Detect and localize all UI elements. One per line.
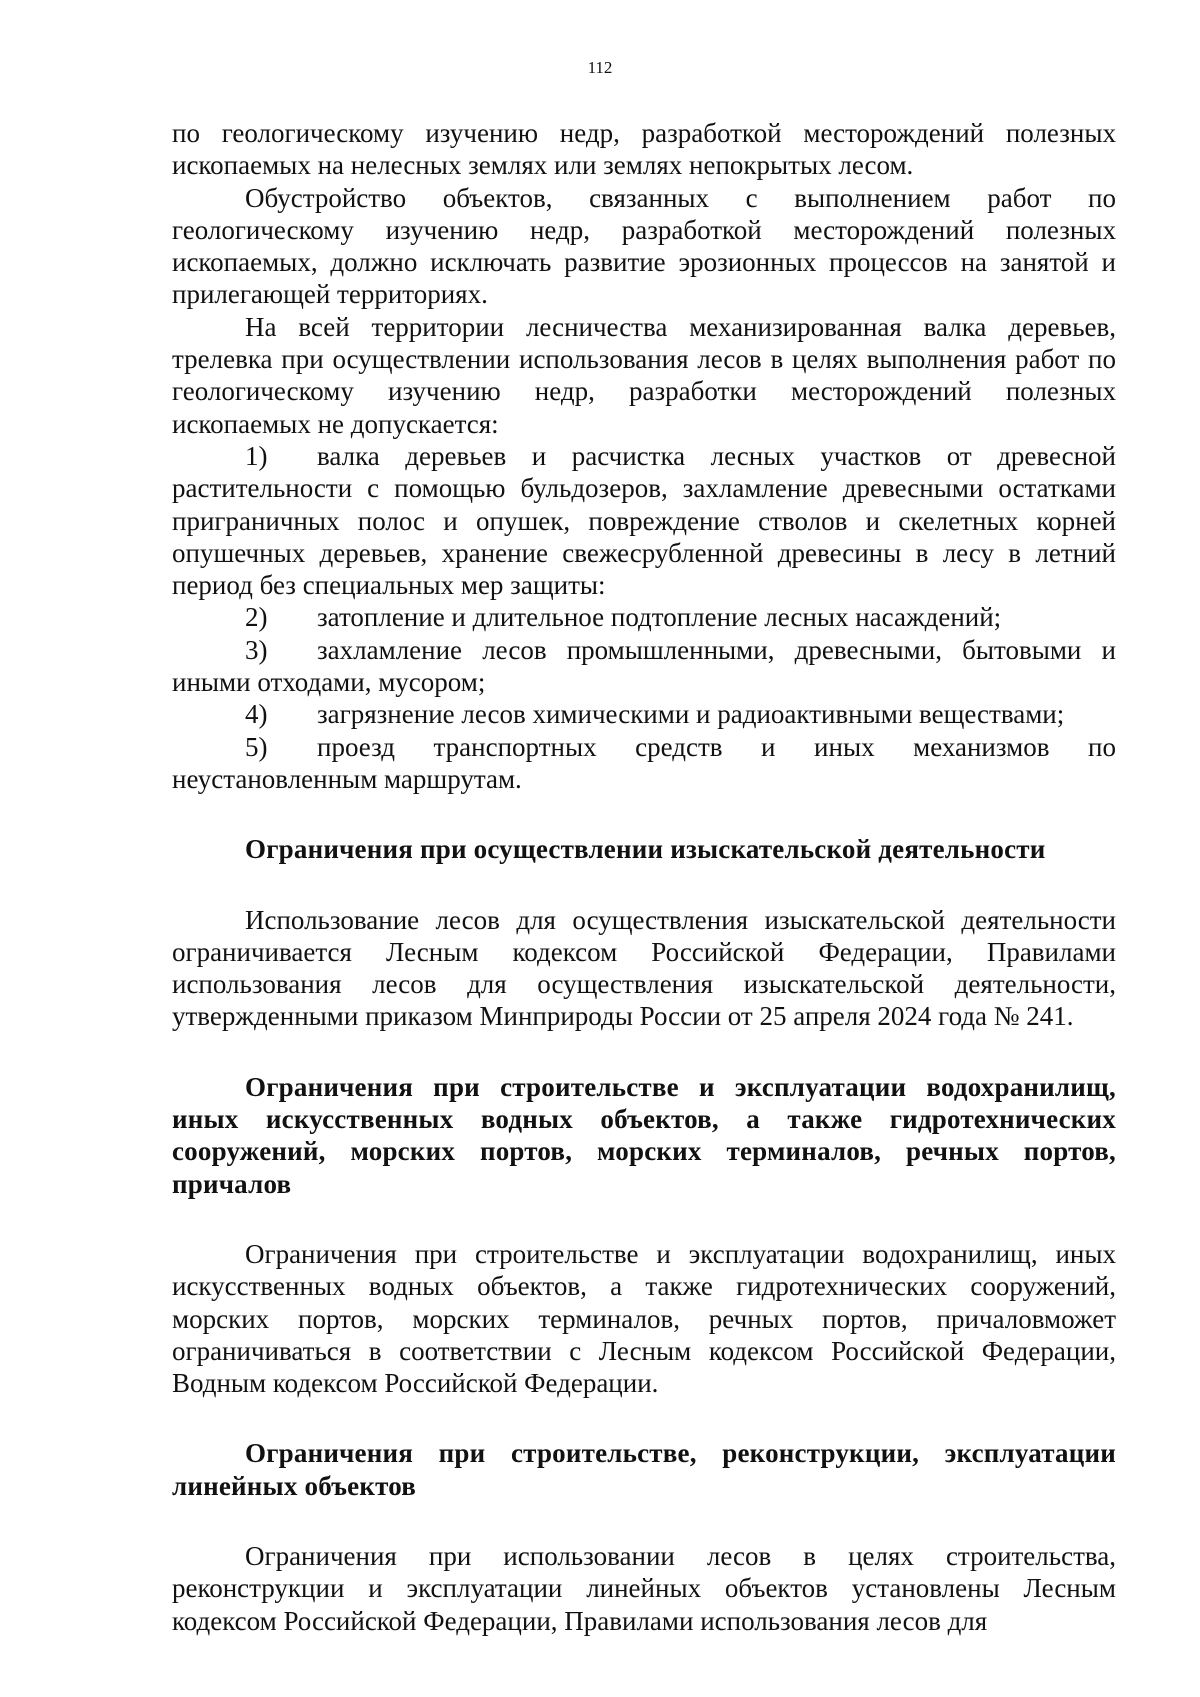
list-item-text: захламление лесов промышленными, древесными, бытовыми и иными отходами, мусором;: [172, 634, 1116, 698]
list-item-number: 3): [245, 634, 268, 665]
list-item: [172, 634, 1116, 699]
list-item-text: валка деревьев и расчистка лесных участков от древесной растительности с помощью бульдозеров, захламление древесными остатками приграничных полос и опушек, повреждение стволов и скелетных корней опушечных деревьев, хранение свежесрубленной древесины в лесу в летний период без специальных мер защиты:: [172, 440, 1116, 601]
list-item: [172, 601, 1116, 633]
list-item-number: 1): [245, 440, 268, 471]
list-item-text: затопление и длительное подтопление лесных насаждений;: [317, 602, 1002, 633]
list-item: [172, 698, 1116, 730]
section-body: Ограничения при использовании лесов в целях строительства, реконструкции и эксплуатации линейных объектов установлены Лесным кодексом Российской Федерации, Правилами использования лесов для: [172, 1540, 1116, 1636]
list-item: [172, 731, 1116, 796]
paragraph: На всей территории лесничества механизированная валка деревьев, трелевка при осуществлении использования лесов в целях выполнения работ по геологическому изучению недр, разработки месторождений полезных ископаемых не допускается:: [172, 311, 1116, 439]
list-item-number: 2): [245, 602, 268, 633]
list-item-number: 5): [245, 731, 268, 762]
paragraph: Обустройство объектов, связанных с выполнением работ по геологическому изучению недр, разработкой месторождений полезных ископаемых, должно исключать развитие эрозионных процессов на занятой и прилегающей территориях.: [172, 182, 1116, 310]
section-heading: Ограничения при строительстве и эксплуатации водохранилищ, иных искусственных водных объектов, а также гидротехнических сооружений, морских портов, морских терминалов, речных портов, причалов: [172, 1071, 1116, 1199]
paragraph: по геологическому изучению недр, разработкой месторождений полезных ископаемых на нелесных землях или землях непокрытых лесом.: [172, 118, 1116, 181]
section-heading: Ограничения при осуществлении изыскательской деятельности: [245, 834, 1046, 865]
list-item: [172, 440, 1116, 601]
section-heading: Ограничения при строительстве, реконструкции, эксплуатации линейных объектов: [172, 1438, 1116, 1501]
page-content: [172, 117, 1116, 1637]
section-body: Ограничения при строительстве и эксплуатации водохранилищ, иных искусственных водных объектов, а также гидротехнических сооружений, морских портов, морских терминалов, речных портов, причаловможет ограничиваться в соответствии с Лесным кодексом Российской Федерации, Водным кодексом Российской Федерации.: [172, 1238, 1116, 1399]
list-item-number: 4): [245, 699, 268, 730]
page-number: 112: [587, 58, 613, 77]
list-item-text: загрязнение лесов химическими и радиоактивными веществами;: [317, 699, 1065, 730]
list-item-text: проезд транспортных средств и иных механизмов по неустановленным маршрутам.: [172, 731, 1116, 794]
section-body: Использование лесов для осуществления изыскательской деятельности ограничивается Лесным кодексом Российской Федерации, Правилами использования лесов для осуществления изыскательской деятельности, утвержденными приказом Минприроды России от 25 апреля 2024 года № 241.: [172, 904, 1116, 1032]
